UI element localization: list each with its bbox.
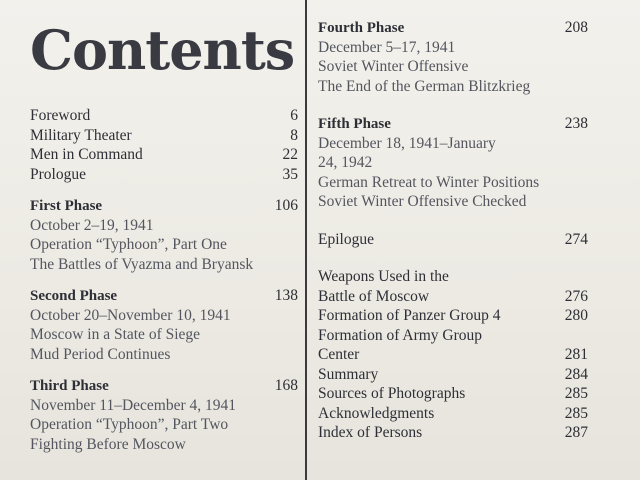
toc-entry-label: Prologue: [30, 165, 86, 183]
phase-heading-fourth: [318, 18, 588, 38]
phase-line: December 5–17, 1941: [318, 38, 456, 56]
toc-entry-label: Center: [318, 346, 360, 363]
phase-line: Mud Period Continues: [30, 345, 171, 363]
toc-entry-label: Formation of Army Group: [318, 326, 483, 344]
phase-heading-page: 238: [564, 115, 588, 132]
toc-entry-page: 6: [290, 107, 298, 124]
phase-heading-first: [30, 196, 298, 216]
toc-entry-label: Men in Command: [30, 146, 143, 163]
toc-entry-prologue: [30, 165, 298, 185]
phase-heading-page: 106: [274, 197, 298, 214]
toc-entry-page: 280: [564, 307, 588, 324]
toc-entry-page: 8: [290, 126, 298, 144]
toc-entry-label: Summary: [318, 365, 379, 383]
phase-heading-page: 168: [274, 377, 298, 394]
toc-entry-label: Sources of Photographs: [318, 385, 466, 402]
phase-line: Operation “Typhoon”, Part Two: [30, 416, 229, 433]
toc-entry-acknowledgments: [318, 404, 588, 424]
toc-entry-label: Formation of Panzer Group 4: [318, 307, 501, 324]
toc-entry-men-in-command: [30, 145, 298, 165]
phase-line: Fighting Before Moscow: [30, 435, 186, 453]
phase-line: December 18, 1941–January: [318, 134, 496, 152]
toc-entry-page: 35: [282, 165, 298, 183]
toc-entry-battle-of-moscow: [318, 287, 588, 307]
toc-entry-index: [318, 423, 588, 443]
phase-heading-label: Second Phase: [30, 288, 118, 304]
toc-entry-label: Index of Persons: [318, 424, 423, 441]
phase-heading-label: Fifth Phase: [318, 116, 391, 132]
page-title: Contents: [30, 18, 295, 82]
phase-line: 24, 1942: [318, 154, 373, 171]
toc-entry-sources: [318, 384, 588, 404]
phase-heading-label: Third Phase: [30, 378, 109, 394]
phase-heading-fifth: [318, 114, 588, 134]
phase-heading-page: 208: [564, 19, 588, 36]
toc-entry-page: 287: [564, 424, 588, 441]
toc-entry-label: Weapons Used in the: [318, 268, 449, 285]
phase-heading-label: First Phase: [30, 198, 103, 214]
phase-line: The End of the German Blitzkrieg: [318, 77, 531, 95]
toc-entry-military-theater: [30, 126, 298, 146]
phase-line: Moscow in a State of Siege: [30, 326, 201, 343]
toc-entry-weapons: [318, 267, 588, 287]
toc-entry-label: Epilogue: [318, 230, 374, 248]
toc-entry-page: 281: [564, 346, 588, 363]
phase-heading-third: [30, 376, 298, 396]
phase-heading-second: [30, 286, 298, 306]
toc-entry-page: 22: [282, 146, 298, 163]
toc-entry-center: [318, 345, 588, 365]
toc-entry-page: 285: [564, 404, 588, 422]
phase-heading-label: Fourth Phase: [318, 20, 405, 36]
column-divider: [305, 0, 307, 480]
phase-line: October 2–19, 1941: [30, 216, 154, 234]
toc-entry-summary: [318, 365, 588, 385]
phase-line: October 20–November 10, 1941: [30, 306, 231, 324]
toc-entry-foreword: [30, 106, 298, 126]
toc-entry-army-group: [318, 326, 588, 346]
phase-heading-page: 138: [274, 287, 298, 304]
toc-entry-label: Military Theater: [30, 126, 132, 144]
toc-entry-page: 276: [564, 287, 588, 305]
toc-entry-page: 285: [564, 385, 588, 402]
toc-entry-page: 274: [564, 230, 588, 248]
toc-entry-page: 284: [564, 365, 588, 383]
phase-line: Soviet Winter Offensive: [318, 58, 469, 75]
phase-line: The Battles of Vyazma and Bryansk: [30, 255, 254, 273]
toc-entry-label: Foreword: [30, 107, 91, 124]
contents-left-column: [30, 106, 298, 454]
toc-entry-label: Acknowledgments: [318, 404, 435, 422]
toc-entry-label: Battle of Moscow: [318, 287, 430, 305]
phase-line: Operation “Typhoon”, Part One: [30, 236, 227, 253]
phase-line: November 11–December 4, 1941: [30, 396, 237, 414]
contents-right-column: [318, 18, 588, 443]
toc-entry-epilogue: [318, 230, 588, 250]
phase-line: Soviet Winter Offensive Checked: [318, 193, 527, 210]
phase-line: German Retreat to Winter Positions: [318, 173, 540, 191]
toc-entry-panzer-group: [318, 306, 588, 326]
